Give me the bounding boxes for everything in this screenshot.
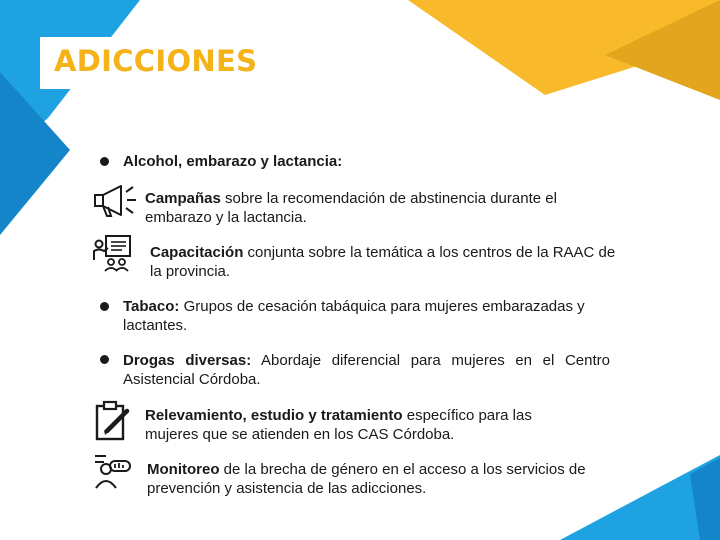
item-text: Abordaje diferencial para mujeres en el Centro Asistencial Córdoba.	[123, 352, 610, 388]
list-item-monitoreo	[147, 460, 622, 498]
item-heading: Monitoreo	[147, 461, 220, 478]
item-heading: Drogas diversas:	[123, 352, 252, 369]
bullet-dot	[100, 355, 109, 364]
item-text: Grupos de cesación tabáquica para mujeres embarazadas y lactantes.	[123, 298, 585, 334]
item-heading: Relevamiento, estudio y tratamiento	[145, 407, 403, 424]
item-heading: Tabaco:	[123, 298, 180, 315]
item-text: sobre la recomendación de abstinencia durante el embarazo y la lactancia.	[145, 190, 557, 226]
clipboard-pen-icon	[94, 400, 134, 442]
list-item-alcohol	[123, 152, 603, 171]
presentation-icon	[92, 234, 134, 272]
item-text: conjunta sobre la temática a los centros de la RAAC de la provincia.	[150, 244, 616, 280]
megaphone-icon	[93, 183, 139, 219]
item-heading: Campañas	[145, 190, 221, 207]
monitoring-user-icon	[92, 452, 134, 490]
list-item-campanas	[145, 189, 615, 227]
page-title: ADICCIONES	[54, 44, 258, 78]
bullet-dot	[100, 157, 109, 166]
list-item-relevamiento	[145, 406, 585, 444]
list-item-tabaco	[123, 297, 618, 335]
item-text: de la brecha de género en el acceso a los servicios de prevención y asistencia de las adicciones.	[147, 461, 586, 497]
bullet-dot	[100, 302, 109, 311]
item-text: específico para las mujeres que se atienden en los CAS Córdoba.	[145, 407, 532, 443]
item-heading: Capacitación	[150, 244, 244, 261]
list-item-drogas	[123, 351, 610, 389]
list-item-capacitacion	[150, 243, 625, 281]
item-heading: Alcohol, embarazo y lactancia:	[123, 153, 343, 170]
